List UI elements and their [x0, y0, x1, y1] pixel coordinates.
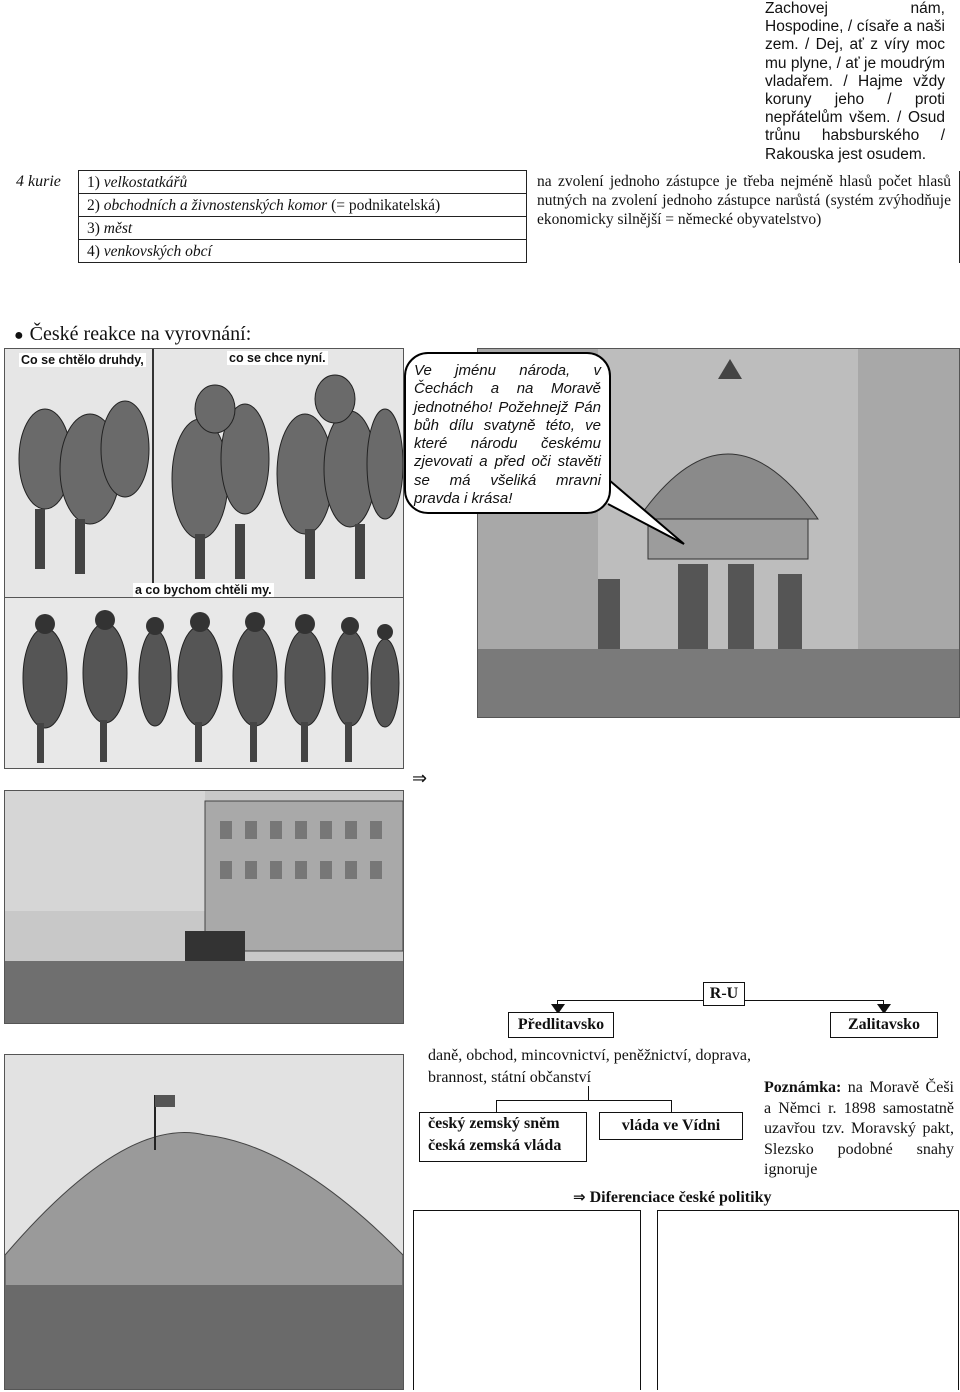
- kurie-row: 1) velkostatkářů: [79, 171, 960, 194]
- kurie-row: 4) venkovských obcí: [79, 240, 960, 263]
- section-heading: ● České reakce na vyrovnání:: [14, 323, 252, 345]
- anthem-text: Zachovej nám, Hospodine, / císaře a naši zem. / Dej, ať z víry moc mu plyne, / ať je moudrým vladařem. / Hajme vždy koruny jeho / proti nepřátelům všem. / Osud trůnu habsburského / Rakouska jest osudem.: [765, 0, 945, 163]
- zalitavsko-box: Zalitavsko: [830, 1012, 938, 1038]
- speech-bubble-tail: [600, 470, 690, 550]
- czech-institutions-box: [419, 1112, 587, 1162]
- note-text: Poznámka: na Moravě Češi a Němci r. 1898 samostatně uzavřou tzv. Moravský pakt, Slezsko podobné snahy ignoruje: [764, 1079, 954, 1178]
- czech-government-label: česká zemská vláda: [428, 1137, 562, 1154]
- procession-engraving: [4, 790, 404, 1024]
- caricature-caption-right: co se chce nyní.: [229, 351, 326, 365]
- predlitavsko-box: Předlitavsko: [508, 1012, 614, 1038]
- caricature-caption-left: Co se chtělo druhdy,: [21, 353, 144, 367]
- common-affairs-text: daně, obchod, mincovnictví, peněžnictví, doprava, brannost, státní občanství: [428, 1047, 752, 1086]
- speech-bubble: Ve jménu národa, v Čechách a na Moravě jednotného! Požehnejž Pán bůh dílu svatyně této, ve které národu českému zjevovati a před oči stavěti se má všeliká mravni pravda i krása!: [404, 352, 611, 514]
- caricature-caption-bottom: a co bychom chtěli my.: [135, 583, 272, 597]
- kurie-row: 2) obchodních a živnostenských komor (= podnikatelská): [79, 194, 960, 217]
- hill-gathering-engraving: [4, 1054, 404, 1390]
- vienna-government-box: vláda ve Vídni: [599, 1112, 743, 1140]
- arrow-icon: ⇒: [412, 768, 428, 789]
- caricature-bottom-image: [4, 597, 404, 769]
- kurie-label: 4 kurie: [16, 173, 61, 190]
- czech-diet-label: český zemský sněm: [428, 1115, 560, 1132]
- differentiation-heading: ⇒ Diferenciace české politiky: [573, 1188, 772, 1206]
- caricature-top-image: [4, 348, 404, 598]
- kurie-note: na zvolení jednoho zástupce je třeba nejméně hlasů počet hlasů nutných na zvolení jednoho zástupce narůstá (systém zvýhodňuje ekonomicky silnější = německé obyvatelstvo): [537, 173, 951, 228]
- root-box: R-U: [703, 982, 745, 1006]
- kurie-row: 3) měst: [79, 217, 960, 240]
